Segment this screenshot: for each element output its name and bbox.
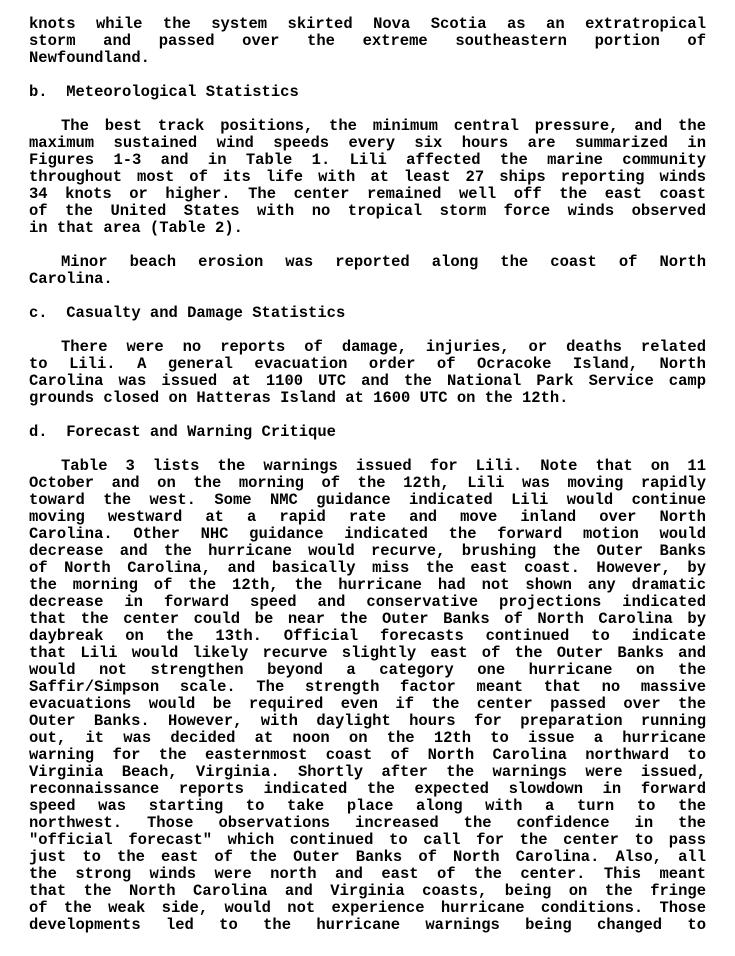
paragraph-best-track bbox=[29, 118, 706, 237]
text-line: moving westward at a rapid rate and move inland over North bbox=[29, 508, 706, 526]
heading-casualty-damage-statistics bbox=[29, 305, 706, 322]
text-line: storm and passed over the extreme southeastern portion of bbox=[29, 32, 706, 50]
text-line: throughout most of its life with at least 27 ships reporting winds bbox=[29, 168, 706, 186]
text-line: evacuations would be required even if the center passed over the bbox=[29, 695, 706, 713]
text-line: northwest. Those observations increased the confidence in the bbox=[29, 814, 706, 832]
text-line: Saffir/Simpson scale. The strength factor meant that no massive bbox=[29, 678, 706, 696]
heading-line: c. Casualty and Damage Statistics bbox=[29, 304, 346, 322]
text-line: toward the west. Some NMC guidance indicated Lili would continue bbox=[29, 491, 706, 509]
text-line: to Lili. A general evacuation order of Ocracoke Island, North bbox=[29, 355, 706, 373]
blank-line bbox=[29, 237, 706, 254]
text-line: Figures 1-3 and in Table 1. Lili affected the marine community bbox=[29, 151, 706, 169]
paragraph-continuation-nova-scotia bbox=[29, 16, 706, 67]
text-line: daybreak on the 13th. Official forecasts continued to indicate bbox=[29, 627, 706, 645]
heading-meteorological-statistics bbox=[29, 84, 706, 101]
text-line: Outer Banks. However, with daylight hours for preparation running bbox=[29, 712, 706, 730]
text-line: of the United States with no tropical storm force winds observed bbox=[29, 202, 706, 220]
text-line: speed was starting to take place along with a turn to the bbox=[29, 797, 706, 815]
text-line: would not strengthen beyond a category one hurricane on the bbox=[29, 661, 706, 679]
text-line: Virginia Beach, Virginia. Shortly after the warnings were issued, bbox=[29, 763, 706, 781]
blank-line bbox=[29, 441, 706, 458]
text-line: "official forecast" which continued to call for the center to pass bbox=[29, 831, 706, 849]
text-line: grounds closed on Hatteras Island at 1600 UTC on the 12th. bbox=[29, 389, 569, 407]
blank-line bbox=[29, 288, 706, 305]
heading-forecast-warning-critique bbox=[29, 424, 706, 441]
text-line: Table 3 lists the warnings issued for Lili. Note that on 11 bbox=[61, 457, 706, 475]
text-line: maximum sustained wind speeds every six hours are summarized in bbox=[29, 134, 706, 152]
text-line: in that area (Table 2). bbox=[29, 219, 243, 237]
blank-line bbox=[29, 407, 706, 424]
blank-line bbox=[29, 237, 706, 254]
blank-line bbox=[29, 101, 706, 118]
heading-line: d. Forecast and Warning Critique bbox=[29, 423, 336, 441]
text-line: decrease in forward speed and conservative projections indicated bbox=[29, 593, 706, 611]
text-line: of the weak side, would not experience hurricane conditions. Those bbox=[29, 899, 706, 917]
blank-line bbox=[29, 67, 706, 84]
blank-line bbox=[29, 67, 706, 84]
text-line: Carolina. Other NHC guidance indicated the forward motion would bbox=[29, 525, 706, 543]
text-line: 34 knots or higher. The center remained well off the east coast bbox=[29, 185, 706, 203]
paragraph-no-damage-reports bbox=[29, 339, 706, 407]
text-line: of North Carolina, and basically miss the east coast. However, by bbox=[29, 559, 706, 577]
paragraph-warnings-critique bbox=[29, 458, 706, 934]
document-body bbox=[29, 16, 706, 934]
text-line: knots while the system skirted Nova Scotia as an extratropical bbox=[29, 15, 706, 33]
text-line: just to the east of the Outer Banks of North Carolina. Also, all bbox=[29, 848, 706, 866]
text-line: reconnaissance reports indicated the expected slowdown in forward bbox=[29, 780, 706, 798]
blank-line bbox=[29, 407, 706, 424]
text-line: Newfoundland. bbox=[29, 49, 150, 67]
text-line: Carolina. bbox=[29, 270, 113, 288]
text-line: October and on the morning of the 12th, Lili was moving rapidly bbox=[29, 474, 706, 492]
blank-line bbox=[29, 441, 706, 458]
text-line: There were no reports of damage, injuries, or deaths related bbox=[61, 338, 706, 356]
text-line: out, it was decided at noon on the 12th to issue a hurricane bbox=[29, 729, 706, 747]
blank-line bbox=[29, 101, 706, 118]
text-line: decrease and the hurricane would recurve, brushing the Outer Banks bbox=[29, 542, 706, 560]
blank-line bbox=[29, 322, 706, 339]
text-line: the morning of the 12th, the hurricane had not shown any dramatic bbox=[29, 576, 706, 594]
text-line: Minor beach erosion was reported along the coast of North bbox=[61, 253, 706, 271]
heading-line: b. Meteorological Statistics bbox=[29, 83, 299, 101]
blank-line bbox=[29, 322, 706, 339]
text-line: the strong winds were north and east of the center. This meant bbox=[29, 865, 706, 883]
text-line: The best track positions, the minimum central pressure, and the bbox=[61, 117, 706, 135]
paragraph-beach-erosion bbox=[29, 254, 706, 288]
blank-line bbox=[29, 288, 706, 305]
text-line: that the North Carolina and Virginia coasts, being on the fringe bbox=[29, 882, 706, 900]
text-line: that Lili would likely recurve slightly east of the Outer Banks and bbox=[29, 644, 706, 662]
text-line: that the center could be near the Outer Banks of North Carolina by bbox=[29, 610, 706, 628]
text-line: warning for the easternmost coast of North Carolina northward to bbox=[29, 746, 706, 764]
text-line: developments led to the hurricane warnings being changed to bbox=[29, 916, 706, 934]
text-line: Carolina was issued at 1100 UTC and the National Park Service camp bbox=[29, 372, 706, 390]
